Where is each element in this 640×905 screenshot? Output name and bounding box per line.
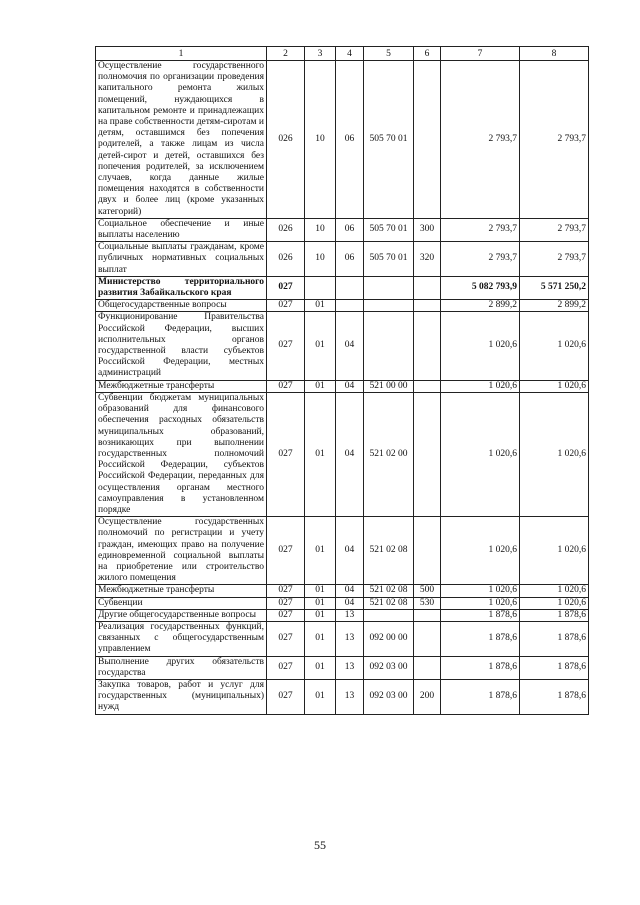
item-description: Субвенции бюджетам муниципальных образований для финансового обеспечения расходных обязательств муниципальных образований, возникающих при выполнении государственных полномочий Российской Федерации, субъектов Российской Федерации, переданных для осуществления органам местного самоуправления в установленном порядке	[96, 392, 267, 516]
amount-year-1: 2 899,2	[441, 300, 520, 312]
target-article-code: 505 70 01	[364, 242, 414, 277]
ministry-code: 027	[267, 656, 305, 679]
amount-year-1: 1 020,6	[441, 312, 520, 380]
target-article-code: 092 03 00	[364, 656, 414, 679]
expense-type-code	[414, 276, 441, 299]
ministry-code: 027	[267, 312, 305, 380]
page-number: 55	[314, 838, 326, 852]
section-code: 01	[305, 380, 336, 392]
item-description: Межбюджетные трансферты	[96, 380, 267, 392]
section-code: 01	[305, 585, 336, 597]
section-code: 01	[305, 312, 336, 380]
column-header: 8	[520, 47, 589, 61]
amount-year-2: 1 020,6	[520, 380, 589, 392]
target-article-code: 505 70 01	[364, 61, 414, 219]
amount-year-2: 1 878,6	[520, 621, 589, 656]
target-article-code: 521 00 00	[364, 380, 414, 392]
table-row	[96, 597, 589, 609]
target-article-code	[364, 312, 414, 380]
section-code: 10	[305, 61, 336, 219]
ministry-code: 027	[267, 585, 305, 597]
expense-type-code: 530	[414, 597, 441, 609]
column-header: 4	[336, 47, 364, 61]
table-row	[96, 276, 589, 299]
section-code: 01	[305, 621, 336, 656]
table-row	[96, 242, 589, 277]
amount-year-2: 1 878,6	[520, 656, 589, 679]
table-header-row	[96, 47, 589, 61]
section-code: 01	[305, 656, 336, 679]
table-row	[96, 517, 589, 585]
amount-year-2: 2 793,7	[520, 218, 589, 241]
amount-year-1: 1 020,6	[441, 517, 520, 585]
expense-type-code	[414, 656, 441, 679]
subsection-code: 04	[336, 517, 364, 585]
subsection-code: 04	[336, 380, 364, 392]
item-description: Министерство территориального развития Забайкальского края	[96, 276, 267, 299]
table-row	[96, 679, 589, 714]
section-code: 01	[305, 300, 336, 312]
item-description: Осуществление государственных полномочий по регистрации и учету граждан, имеющих право на получение единовременной социальной выплаты на приобретение или строительство жилого помещения	[96, 517, 267, 585]
item-description: Функционирование Правительства Российской Федерации, высших исполнительных органов государственной власти субъектов Российской Федерации, местных администраций	[96, 312, 267, 380]
table-row	[96, 218, 589, 241]
column-header: 5	[364, 47, 414, 61]
subsection-code: 13	[336, 609, 364, 621]
amount-year-2: 1 878,6	[520, 679, 589, 714]
subsection-code: 04	[336, 392, 364, 516]
column-header: 3	[305, 47, 336, 61]
amount-year-2: 1 020,6	[520, 585, 589, 597]
subsection-code	[336, 276, 364, 299]
expense-type-code	[414, 517, 441, 585]
amount-year-1: 1 878,6	[441, 621, 520, 656]
ministry-code: 027	[267, 517, 305, 585]
amount-year-1: 1 878,6	[441, 609, 520, 621]
amount-year-2: 1 020,6	[520, 517, 589, 585]
ministry-code: 027	[267, 609, 305, 621]
expense-type-code	[414, 300, 441, 312]
target-article-code: 092 00 00	[364, 621, 414, 656]
subsection-code: 13	[336, 621, 364, 656]
table-row	[96, 380, 589, 392]
ministry-code: 026	[267, 218, 305, 241]
subsection-code: 06	[336, 61, 364, 219]
ministry-code: 027	[267, 300, 305, 312]
subsection-code	[336, 300, 364, 312]
item-description: Выполнение других обязательств государства	[96, 656, 267, 679]
table-row	[96, 609, 589, 621]
ministry-code: 026	[267, 61, 305, 219]
amount-year-2: 1 878,6	[520, 609, 589, 621]
target-article-code	[364, 300, 414, 312]
ministry-code: 027	[267, 380, 305, 392]
table-row	[96, 61, 589, 219]
target-article-code: 092 03 00	[364, 679, 414, 714]
item-description: Межбюджетные трансферты	[96, 585, 267, 597]
amount-year-2: 2 793,7	[520, 61, 589, 219]
target-article-code: 521 02 08	[364, 517, 414, 585]
subsection-code: 04	[336, 585, 364, 597]
section-code: 01	[305, 597, 336, 609]
column-header: 7	[441, 47, 520, 61]
item-description: Осуществление государственного полномочия по организации проведения капитального ремонта жилых помещений, нуждающихся в капитальном ремонте и принадлежащих на праве собственности детям-сиротам и детям, оставшимся без попечения родителей, а также лицам из числа детей-сирот и детей, оставшихся без попечения родителей, за исключением случаев, когда данные жилые помещения находятся в собственности двух и более лиц (кроме указанных категорий)	[96, 61, 267, 219]
table-row	[96, 656, 589, 679]
table-row	[96, 300, 589, 312]
expense-type-code: 320	[414, 242, 441, 277]
column-header: 6	[414, 47, 441, 61]
expense-type-code	[414, 392, 441, 516]
subsection-code: 06	[336, 242, 364, 277]
expense-type-code	[414, 61, 441, 219]
amount-year-2: 1 020,6	[520, 597, 589, 609]
expense-type-code: 200	[414, 679, 441, 714]
expense-type-code: 300	[414, 218, 441, 241]
amount-year-1: 2 793,7	[441, 242, 520, 277]
budget-table	[95, 46, 589, 715]
table-body	[96, 61, 589, 715]
ministry-code: 027	[267, 597, 305, 609]
table-row	[96, 312, 589, 380]
section-code: 10	[305, 242, 336, 277]
column-header: 2	[267, 47, 305, 61]
amount-year-2: 2 899,2	[520, 300, 589, 312]
amount-year-1: 1 020,6	[441, 597, 520, 609]
amount-year-1: 1 020,6	[441, 380, 520, 392]
item-description: Другие общегосударственные вопросы	[96, 609, 267, 621]
target-article-code: 521 02 08	[364, 585, 414, 597]
section-code: 01	[305, 517, 336, 585]
amount-year-1: 5 082 793,9	[441, 276, 520, 299]
amount-year-1: 1 020,6	[441, 392, 520, 516]
expense-type-code	[414, 380, 441, 392]
item-description: Реализация государственных функций, связанных с общегосударственным управлением	[96, 621, 267, 656]
table-row	[96, 585, 589, 597]
target-article-code: 521 02 00	[364, 392, 414, 516]
ministry-code: 026	[267, 242, 305, 277]
section-code	[305, 276, 336, 299]
expense-type-code	[414, 609, 441, 621]
subsection-code: 04	[336, 597, 364, 609]
column-header: 1	[96, 47, 267, 61]
subsection-code: 13	[336, 656, 364, 679]
target-article-code: 505 70 01	[364, 218, 414, 241]
expense-type-code	[414, 621, 441, 656]
section-code: 10	[305, 218, 336, 241]
section-code: 01	[305, 679, 336, 714]
ministry-code: 027	[267, 679, 305, 714]
section-code: 01	[305, 609, 336, 621]
subsection-code: 13	[336, 679, 364, 714]
table-row	[96, 392, 589, 516]
amount-year-2: 5 571 250,2	[520, 276, 589, 299]
amount-year-1: 2 793,7	[441, 61, 520, 219]
expense-type-code: 500	[414, 585, 441, 597]
ministry-code: 027	[267, 621, 305, 656]
target-article-code: 521 02 08	[364, 597, 414, 609]
ministry-code: 027	[267, 392, 305, 516]
section-code: 01	[305, 392, 336, 516]
table-row	[96, 621, 589, 656]
item-description: Общегосударственные вопросы	[96, 300, 267, 312]
subsection-code: 04	[336, 312, 364, 380]
item-description: Социальные выплаты гражданам, кроме публичных нормативных социальных выплат	[96, 242, 267, 277]
amount-year-2: 1 020,6	[520, 392, 589, 516]
amount-year-1: 1 020,6	[441, 585, 520, 597]
amount-year-1: 1 878,6	[441, 656, 520, 679]
item-description: Субвенции	[96, 597, 267, 609]
ministry-code: 027	[267, 276, 305, 299]
target-article-code	[364, 609, 414, 621]
subsection-code: 06	[336, 218, 364, 241]
item-description: Социальное обеспечение и иные выплаты населению	[96, 218, 267, 241]
amount-year-1: 2 793,7	[441, 218, 520, 241]
expense-type-code	[414, 312, 441, 380]
item-description: Закупка товаров, работ и услуг для государственных (муниципальных) нужд	[96, 679, 267, 714]
amount-year-2: 2 793,7	[520, 242, 589, 277]
target-article-code	[364, 276, 414, 299]
amount-year-2: 1 020,6	[520, 312, 589, 380]
amount-year-1: 1 878,6	[441, 679, 520, 714]
